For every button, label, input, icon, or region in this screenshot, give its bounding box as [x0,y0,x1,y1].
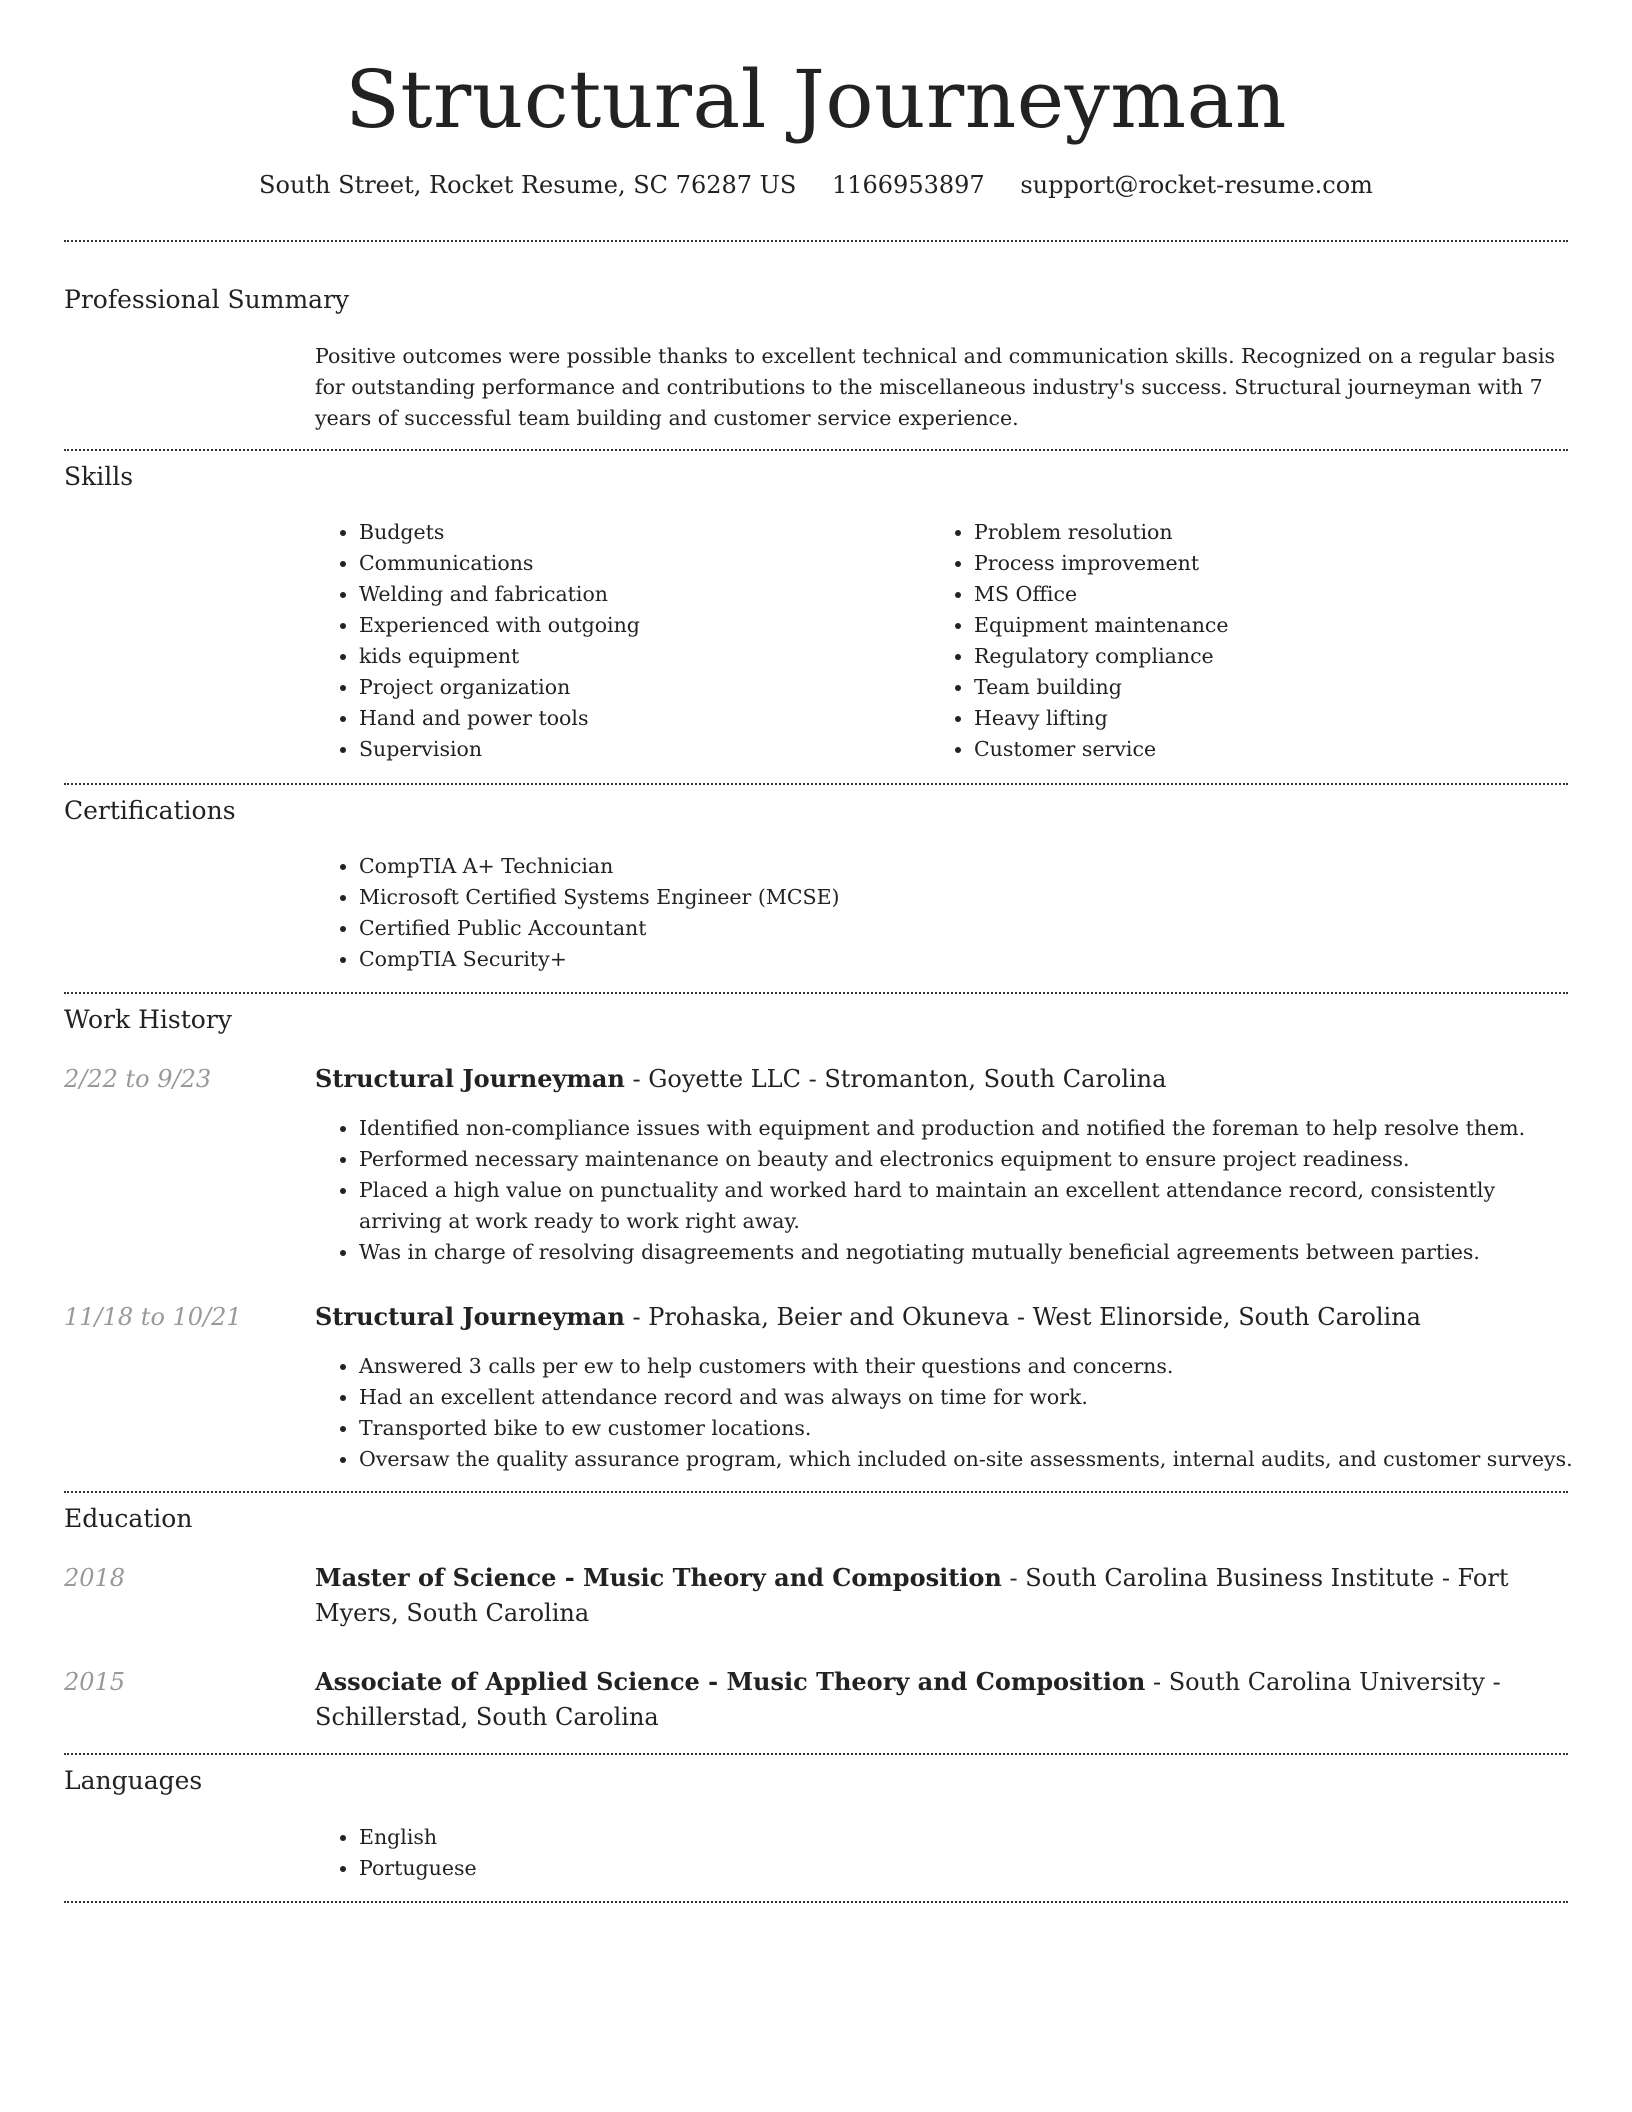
list-item: • Oversaw the quality assurance program, which included on-site assessments, internal audits, and customer surveys. [359,1444,1612,1475]
job-role: Structural Journeyman [315,1302,625,1331]
list-item: • Team building [974,672,1534,703]
list-item: • Certified Public Accountant [359,913,1559,944]
contact-phone: 1166953897 [831,171,985,199]
job-dates: 11/18 to 10/21 [64,1303,242,1331]
section-divider [64,1491,1568,1493]
candidate-name: Structural Journeyman [345,53,1287,146]
list-item: • Had an excellent attendance record and was always on time for work. [359,1382,1612,1413]
list-item: • Performed necessary maintenance on beauty and electronics equipment to ensure project readiness. [359,1144,1568,1175]
education-heading: Education [64,1504,193,1533]
list-item: • Regulatory compliance [974,641,1534,672]
education-year: 2018 [64,1564,126,1592]
list-item: • Answered 3 calls per ew to help customers with their questions and concerns. [359,1351,1612,1382]
languages-heading: Languages [64,1766,203,1795]
education-degree: Master of Science - Music Theory and Composition [315,1563,1002,1592]
work-history-heading: Work History [64,1005,232,1034]
education-degree: Associate of Applied Science - Music Theory and Composition [315,1667,1146,1696]
contact-address: South Street, Rocket Resume, SC 76287 US [259,171,797,199]
job-title [315,1299,1568,1335]
list-item: • Equipment maintenance [974,610,1534,641]
list-item: • Was in charge of resolving disagreements and negotiating mutually beneficial agreements between parties. [359,1237,1568,1268]
list-item: • Supervision [359,734,919,765]
skills-list-left [315,517,919,765]
list-item: • Problem resolution [974,517,1534,548]
list-item: • MS Office [974,579,1534,610]
section-divider [64,1753,1568,1755]
section-divider [64,783,1568,785]
list-item: • Process improvement [974,548,1534,579]
list-item: • Experienced with outgoing [359,610,919,641]
certifications-list [315,851,1559,975]
list-item: • Welding and fabrication [359,579,919,610]
job-bullets [315,1351,1612,1475]
list-item: • Customer service [974,734,1534,765]
contact-line [64,168,1568,202]
languages-list [315,1822,959,1884]
list-item: • CompTIA Security+ [359,944,1559,975]
education-entry [315,1664,1568,1735]
list-item: • English [359,1822,959,1853]
education-entry [315,1560,1568,1631]
section-divider [64,1901,1568,1903]
list-item: • Project organization [359,672,919,703]
list-item: • Communications [359,548,919,579]
job-company: - Prohaska, Beier and Okuneva - West Elinorside, South Carolina [624,1303,1421,1331]
resume-page [64,0,1573,1880]
job-bullets [315,1113,1568,1268]
section-divider [64,992,1568,994]
list-item: • Portuguese [359,1853,959,1884]
section-divider [64,449,1568,451]
list-item: • Identified non-compliance issues with equipment and production and notified the foreman to help resolve them. [359,1113,1568,1144]
job-dates: 2/22 to 9/23 [64,1065,212,1093]
education-school: - South Carolina Business Institute - Fort Myers, South Carolina [315,1564,1509,1627]
skills-list-right [930,517,1534,765]
job-company: - Goyette LLC - Stromanton, South Carolina [624,1065,1167,1093]
list-item: • Budgets [359,517,919,548]
skills-heading: Skills [64,462,134,491]
list-item: • Microsoft Certified Systems Engineer (MCSE) [359,882,1559,913]
list-item: • Hand and power tools [359,703,919,734]
job-role: Structural Journeyman [315,1064,625,1093]
list-item: • Placed a high value on punctuality and worked hard to maintain an excellent attendance record, consistently arriving at work ready to work right away. [359,1175,1568,1237]
summary-heading: Professional Summary [64,285,350,314]
list-item: • Heavy lifting [974,703,1534,734]
list-item: • kids equipment [359,641,919,672]
contact-email: support@rocket-resume.com [1020,171,1373,199]
list-item: • Transported bike to ew customer locations. [359,1413,1612,1444]
education-school: - South Carolina University - Schillerstad, South Carolina [315,1668,1501,1731]
job-title [315,1061,1568,1097]
section-divider [64,240,1568,242]
education-year: 2015 [64,1668,126,1696]
summary-text: Positive outcomes were possible thanks to excellent technical and communication skills. Recognized on a regular basis for outstanding performance and contributions to the miscellaneous industry's success. Structural journeyman with 7 years of successful team building and customer service experience. [315,344,1556,430]
certifications-heading: Certifications [64,796,236,825]
list-item: • CompTIA A+ Technician [359,851,1559,882]
